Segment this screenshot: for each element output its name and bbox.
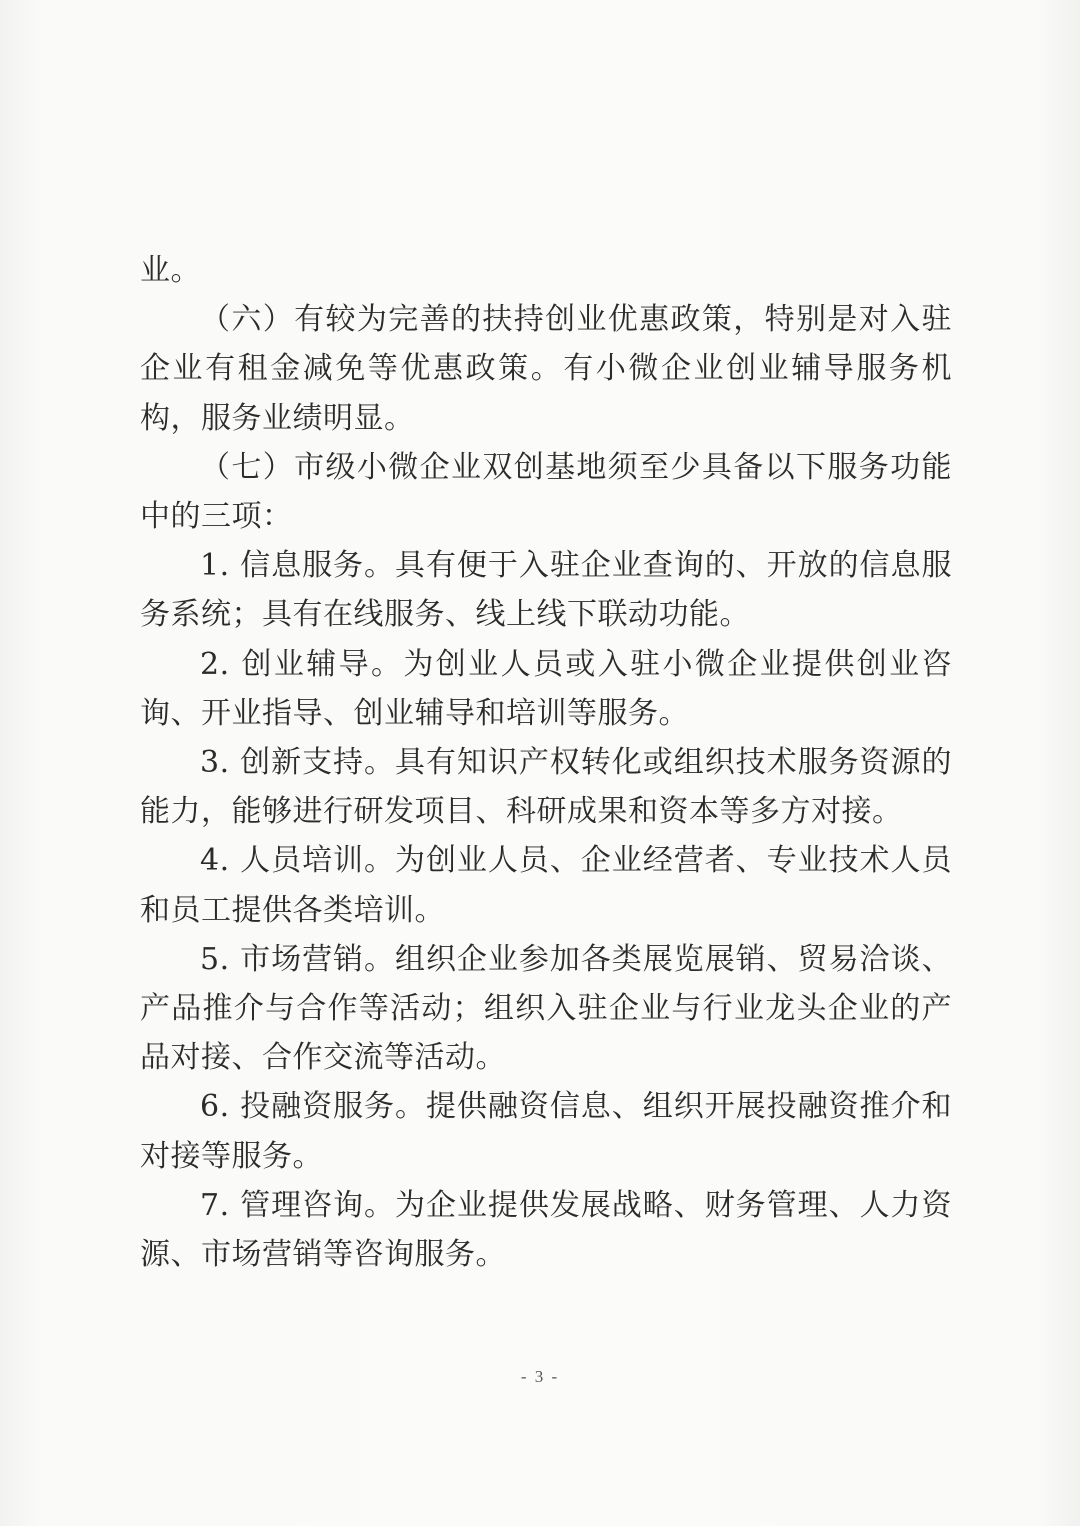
list-item-5-marketing: 5. 市场营销。组织企业参加各类展览展销、贸易洽谈、产品推介与合作等活动；组织入驻企业与行业龙头企业的产品对接、合作交流等活动。	[140, 941, 952, 1076]
list-item-4-training: 4. 人员培训。为创业人员、企业经营者、专业技术人员和员工提供各类培训。	[140, 843, 952, 928]
list-item-2-startup-guidance: 2. 创业辅导。为创业人员或入驻小微企业提供创业咨询、开业指导、创业辅导和培训等服务。	[140, 646, 952, 731]
list-item-6-financing: 6. 投融资服务。提供融资信息、组织开展投融资推介和对接等服务。	[140, 1089, 952, 1174]
body-text	[140, 246, 952, 1279]
list-item-3-innovation-support: 3. 创新支持。具有知识产权转化或组织技术服务资源的能力，能够进行研发项目、科研成果和资本等多方对接。	[140, 745, 952, 830]
paragraph-section-7: （七）市级小微企业双创基地须至少具备以下服务功能中的三项：	[140, 449, 952, 535]
paragraph-section-6: （六）有较为完善的扶持创业优惠政策，特别是对入驻企业有租金减免等优惠政策。有小微企业创业辅导服务机构，服务业绩明显。	[140, 302, 952, 436]
list-item-7-consulting: 7. 管理咨询。为企业提供发展战略、财务管理、人力资源、市场营销等咨询服务。	[140, 1187, 952, 1273]
paragraph-continuation: 业。	[140, 253, 201, 288]
list-item-1-info-service: 1. 信息服务。具有便于入驻企业查询的、开放的信息服务系统；具有在线服务、线上线下联动功能。	[140, 548, 952, 633]
page-number: - 3 -	[520, 1367, 560, 1386]
